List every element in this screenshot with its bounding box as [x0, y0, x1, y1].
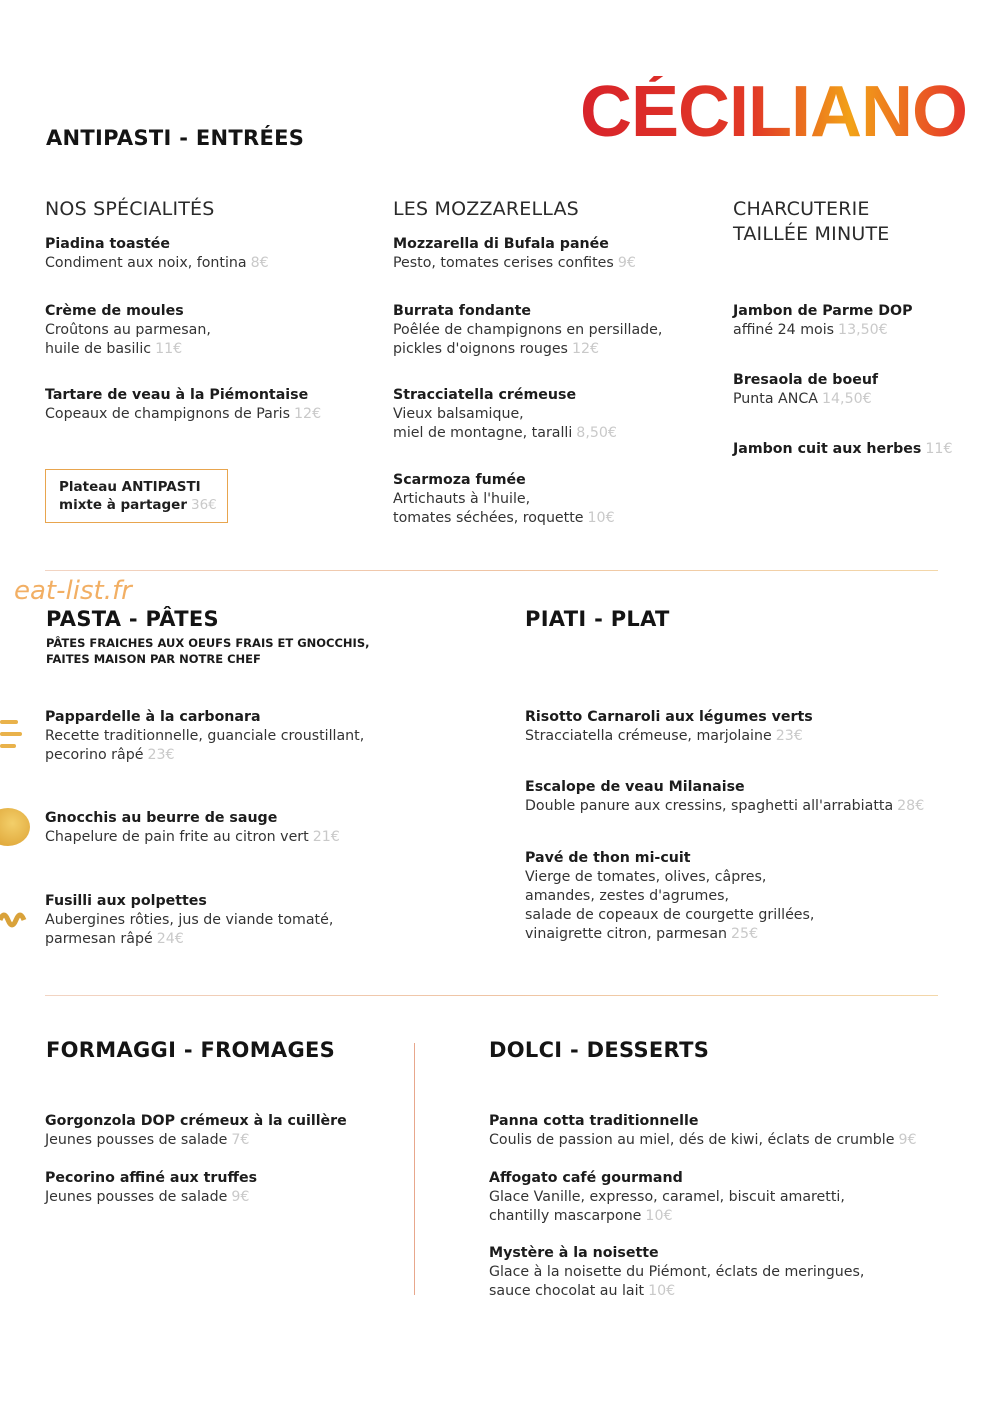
item-price: 11€	[925, 441, 953, 457]
item-desc: Chapelure de pain frite au citron vert 21€	[45, 829, 340, 845]
item-desc: Poêlée de champignons en persillade,	[393, 322, 663, 338]
menu-item	[45, 708, 364, 765]
item-desc: miel de montagne, taralli 8,50€	[393, 425, 617, 441]
item-desc: amandes, zestes d'agrumes,	[525, 888, 729, 904]
item-price: 10€	[645, 1208, 673, 1224]
pappardelle-illustration-icon	[0, 716, 22, 756]
item-desc: affiné 24 mois 13,50€	[733, 322, 888, 338]
section-divider	[45, 995, 938, 996]
item-desc: Punta ANCA 14,50€	[733, 391, 872, 407]
item-price: 9€	[617, 255, 636, 271]
item-name: Tartare de veau à la Piémontaise	[45, 387, 309, 403]
column-divider	[414, 1043, 415, 1295]
column-heading-charcuterie	[733, 197, 889, 247]
menu-item	[393, 235, 636, 273]
item-desc: Recette traditionnelle, guanciale croustillant,	[45, 728, 365, 744]
item-name: Crème de moules	[45, 303, 184, 319]
item-price: 10€	[587, 510, 615, 526]
menu-item	[489, 1112, 917, 1150]
menu-item	[525, 849, 814, 944]
menu-item	[525, 778, 924, 816]
item-desc: Jeunes pousses de salade 7€	[45, 1132, 250, 1148]
column-heading-mozzarellas: LES MOZZARELLAS	[393, 198, 579, 220]
item-name: Pappardelle à la carbonara	[45, 709, 261, 725]
section-title-antipasti: ANTIPASTI - ENTRÉES	[46, 126, 305, 150]
item-desc: Croûtons au parmesan,	[45, 322, 211, 338]
menu-item	[393, 302, 662, 359]
item-name: Mystère à la noisette	[489, 1245, 659, 1261]
item-desc: Artichauts à l'huile,	[393, 491, 531, 507]
section-title-piati: PIATI - PLAT	[525, 607, 670, 631]
item-price: 23€	[775, 728, 803, 744]
menu-item	[733, 440, 952, 459]
column-heading-specialites: NOS SPÉCIALITÉS	[45, 198, 215, 220]
menu-item	[45, 235, 269, 273]
fusilli-illustration-icon	[0, 910, 28, 930]
item-price: 8€	[250, 255, 269, 271]
item-desc: Double panure aux cressins, spaghetti all'arrabiatta 28€	[525, 798, 925, 814]
item-name: Bresaola de boeuf	[733, 372, 879, 388]
item-name: Pecorino affiné aux truffes	[45, 1170, 258, 1186]
item-price: 28€	[897, 798, 925, 814]
item-price: 9€	[231, 1189, 250, 1205]
menu-item	[393, 471, 615, 528]
item-price: 11€	[155, 341, 183, 357]
item-price: 12€	[294, 406, 322, 422]
item-price: 12€	[571, 341, 600, 357]
item-name: Gorgonzola DOP crémeux à la cuillère	[45, 1113, 347, 1129]
item-name: Gnocchis au beurre de sauge	[45, 810, 278, 826]
item-price: 23€	[147, 747, 175, 763]
menu-item	[45, 1112, 347, 1150]
item-name: Panna cotta traditionnelle	[489, 1113, 699, 1129]
menu-item	[45, 809, 340, 847]
item-price: 21€	[312, 829, 340, 845]
item-name: Mozzarella di Bufala panée	[393, 236, 609, 252]
item-name: Scarmoza fumée	[393, 472, 526, 488]
item-desc: Pesto, tomates cerises confites 9€	[393, 255, 636, 271]
menu-item	[733, 302, 912, 340]
item-desc: sauce chocolat au lait 10€	[489, 1283, 676, 1299]
item-name: Piadina toastée	[45, 236, 171, 252]
menu-item	[525, 708, 813, 746]
section-title-dolci: DOLCI - DESSERTS	[489, 1038, 710, 1062]
item-desc: Vierge de tomates, olives, câpres,	[525, 869, 767, 885]
item-name: Jambon cuit aux herbes 11€	[733, 441, 953, 457]
item-desc: Coulis de passion au miel, dés de kiwi, éclats de crumble 9€	[489, 1132, 917, 1148]
item-name: Affogato café gourmand	[489, 1170, 683, 1186]
section-title-formaggi: FORMAGGI - FROMAGES	[46, 1038, 336, 1062]
item-price: 9€	[898, 1132, 917, 1148]
menu-item	[45, 386, 321, 424]
item-desc: Copeaux de champignons de Paris 12€	[45, 406, 322, 422]
item-desc: salade de copeaux de courgette grillées,	[525, 907, 815, 923]
plateau-line1: Plateau ANTIPASTI	[59, 479, 201, 495]
item-name: Fusilli aux polpettes	[45, 893, 207, 909]
item-price: 10€	[648, 1283, 676, 1299]
item-price: 25€	[731, 926, 759, 942]
item-desc: Stracciatella crémeuse, marjolaine 23€	[525, 728, 803, 744]
plateau-line2: mixte à partager 36€	[59, 497, 217, 513]
item-desc: pecorino râpé 23€	[45, 747, 175, 763]
plateau-price: 36€	[191, 497, 217, 513]
item-desc: Condiment aux noix, fontina 8€	[45, 255, 269, 271]
item-name: Burrata fondante	[393, 303, 532, 319]
item-desc: pickles d'oignons rouges 12€	[393, 341, 600, 357]
item-desc: tomates séchées, roquette 10€	[393, 510, 615, 526]
item-name: Pavé de thon mi-cuit	[525, 850, 691, 866]
item-name: Jambon de Parme DOP	[733, 303, 913, 319]
item-price: 13,50€	[838, 322, 888, 338]
item-desc: chantilly mascarpone 10€	[489, 1208, 673, 1224]
item-name: Stracciatella crémeuse	[393, 387, 577, 403]
watermark: eat-list.fr	[14, 576, 132, 606]
pasta-subtitle: PÂTES FRAICHES AUX OEUFS FRAIS ET GNOCCHIS, FAITES MAISON PAR NOTRE CHEF	[46, 636, 370, 666]
menu-item	[393, 386, 617, 443]
item-desc: huile de basilic 11€	[45, 341, 183, 357]
item-price: 14,50€	[822, 391, 872, 407]
menu-item	[489, 1244, 864, 1301]
item-desc: Glace à la noisette du Piémont, éclats de meringues,	[489, 1264, 865, 1280]
item-price: 8,50€	[576, 425, 617, 441]
menu-item	[45, 302, 211, 359]
item-desc: Jeunes pousses de salade 9€	[45, 1189, 250, 1205]
menu-item	[733, 371, 878, 409]
restaurant-logo: CÉCILIANO	[580, 72, 967, 152]
item-desc: Aubergines rôties, jus de viande tomaté,	[45, 912, 334, 928]
item-name: Risotto Carnaroli aux légumes verts	[525, 709, 813, 725]
section-divider	[45, 570, 938, 571]
item-desc: vinaigrette citron, parmesan 25€	[525, 926, 759, 942]
plateau-box	[45, 469, 228, 523]
charcuterie-heading-line1: CHARCUTERIE	[733, 198, 870, 220]
item-desc: parmesan râpé 24€	[45, 931, 184, 947]
item-desc: Vieux balsamique,	[393, 406, 524, 422]
menu-item	[45, 1169, 257, 1207]
menu-item	[489, 1169, 845, 1226]
menu-item	[45, 892, 333, 949]
item-name: Escalope de veau Milanaise	[525, 779, 745, 795]
charcuterie-heading-line2: TAILLÉE MINUTE	[733, 223, 890, 245]
item-desc: Glace Vanille, expresso, caramel, biscuit amaretti,	[489, 1189, 845, 1205]
section-title-pasta: PASTA - PÂTES	[46, 607, 219, 631]
item-price: 7€	[231, 1132, 250, 1148]
item-price: 24€	[156, 931, 184, 947]
gnocchi-illustration-icon	[0, 808, 30, 846]
